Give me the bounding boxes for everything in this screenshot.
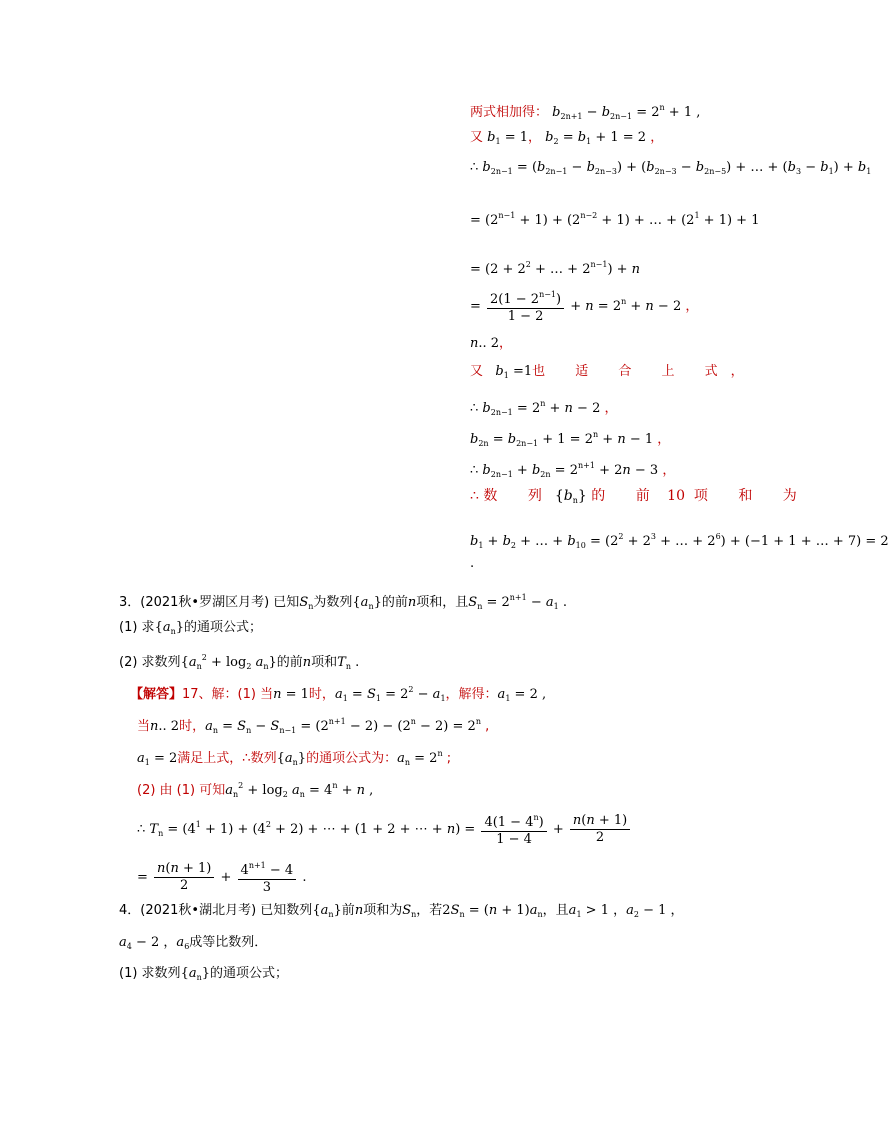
line-odd-term [470,396,618,421]
q3-header-text: 3．(2021秋•罗湖区月考) 已知 [119,595,300,610]
text: (2) 由 (1) 可知 [137,783,226,798]
math-expr: $b_1 + b_2$ + … + $b_{10} = (2^2 + 2^3$ + … + $2^6) + (-1 + 1$ + … + 7) = 2 [470,532,889,550]
q4-header-text: 4．(2021秋•湖北月考) 已知数列 [119,903,313,918]
math-expr: $b_{2n+1} - b_{2n-1} = 2^n + 1$ , [552,103,701,121]
label-text: 数 列 [483,488,555,504]
text: 满足上式，∴数列 [177,751,277,766]
fraction: $\frac{2(1 - 2^{n-1})}{1 - 2}$ [487,287,564,325]
line-sum-equation [470,100,700,125]
math-expr: $b_{2n} = b_{2n-1} + 1 = 2^n + n - 1$ ， [470,430,671,448]
number-text: 10 [667,488,685,504]
math-expr: = $(2^{n-1} + 1) + (2^{n-2} + 1)$ + … + $(2^1 + 1) + 1$ [470,211,760,228]
text: (2) 求数列 [119,655,181,670]
line-condition [470,336,512,352]
text: 当 [137,719,151,734]
answer-tag: 【解答】 [130,687,183,702]
therefore-symbol: ∴ [470,463,479,478]
text: 的前 [276,655,303,670]
line-first-ten [470,488,810,509]
text: 前 [341,903,355,918]
q3-part1: (1) 求$\{a_n\}$的通项公式； [119,620,263,636]
label-text: 又 [470,130,484,145]
line-geometric-result [470,287,698,325]
q4-part1: (1) 求数列$\{a_n\}$的通项公式； [119,966,289,982]
fraction: $\frac{4^{n+1} - 4}{3}$ [238,858,297,896]
period-text: . [470,556,475,571]
text: (1) 求数列 [119,966,181,981]
label-text: 又 [470,364,484,379]
text: ，解得： [445,687,498,702]
fraction: $\frac{4(1 - 4^n)}{1 - 4}$ [481,810,546,848]
math-expr: ∴ $b_{2n-1} = 2^n + n - 2$ ， [470,399,618,417]
math-expr: ∴ $T_n = (4^1 + 1) + (4^2 + 2)$ + ⋯ + (1 + 2 + ⋯ + n) = $\frac{4(1 - 4^n)}{1 - 4}$ + $\frac{n(n + 1)}{2}$ [137,822,632,837]
text: ，且 [542,903,569,918]
text: (1) 求 [119,620,155,635]
punct: ， [499,336,513,351]
text: 时， [179,719,206,734]
math-expr: $\{b_n\}$ [554,488,587,505]
math-expr: n.. 2 [470,336,500,351]
therefore-symbol: ∴ [470,488,479,504]
math-expr: = $\frac{n(n + 1)}{2}$ + $\frac{4^{n+1} - 4}{3}$ . [137,870,306,885]
text: 的通项公式； [210,966,289,981]
text: ，若 [416,903,443,918]
math-expr: $b_{2n-1} + b_{2n} = 2^{n+1} + 2n - 3$ ， [482,461,676,479]
line-b1-fits: 又 $b_1 =1$也 适 合 上 式， [470,364,744,380]
q3-answer-line4: (2) 由 (1) 可知$a_n^2 + \log_2 a_n = 4^n + n$ , [137,781,374,799]
text: 的通项公式； [184,620,263,635]
line-pair-sum [470,458,675,483]
math-expr: $b_1 = 1$， $b_2 = b_1 + 1 = 2$ ， [487,130,664,146]
text: 时， [308,687,335,702]
line-powers-sum [470,208,759,229]
q3-answer-line3: $a_1 = 2$满足上式，∴数列$\{a_n\}$的通项公式为：$a_n = 2^n$ ; [137,749,452,767]
math-expr: $b_1 =1$ [495,364,533,380]
label-text: 两式相加得： [470,105,549,120]
fraction: $\frac{n(n + 1)}{2}$ [570,813,630,846]
q4-header: 4．(2021秋•湖北月考) 已知数列$\{a_n\}$前n项和为$S_n$，若$2S_n = (n + 1)a_n$，且$a_1 > 1$ ，$a_2 - 1$ ， [119,903,684,919]
line-even-term [470,427,670,452]
line-telescoping [470,160,871,180]
text: 17、解：(1) 当 [182,687,274,702]
text: 项和为 [363,903,403,918]
text: 的通项公式为： [306,751,398,766]
label-text: 也 适 合 上 式 [532,364,731,379]
line-initial-values [470,130,663,150]
text: 项和 [311,655,338,670]
fraction: $\frac{n(n + 1)}{2}$ [154,861,214,894]
label-text: 的 前 [591,488,663,504]
text: 项和，且 [416,595,469,610]
line-grouped [470,257,640,278]
label-text: 项 和 为 [693,488,810,504]
text: 成等比数列． [189,935,268,950]
math-expr: = $\frac{2(1 - 2^{n-1})}{1 - 2}$ + $n = 2^n + n - 2$ ， [470,299,698,314]
q3-answer-line5 [137,810,632,848]
q3-answer-line2: 当n.. 2时，$a_n = S_n - S_{n-1} = (2^{n+1} - 2) - (2^n - 2) = 2^n$ , [137,717,490,735]
text: 为数列 [313,595,353,610]
q3-header: 3．(2021秋•罗湖区月考) 已知$S_n$为数列$\{a_n\}$的前n项和，且$S_n = 2^{n+1} - a_1$ . [119,593,568,611]
q3-part2: (2) 求数列$\{a_n^2 + \log_2 a_n\}$的前n项和$T_n$ . [119,653,360,671]
math-expr: ∴ $b_{2n-1} = (b_{2n-1} - b_{2n-3}) + (b_{2n-3} - b_{2n-5})$ + … + $(b_3 - b_1) + b_1$ [470,160,872,176]
q4-line2: $a_4 - 2$ ，$a_6$成等比数列． [119,935,268,951]
q3-answer-line1: 【解答】17、解：(1) 当n = 1时，$a_1 = S_1 = 2^2 - a_1$，解得：$a_1 = 2$ , [130,685,547,703]
text: 的前 [381,595,408,610]
line-period [470,556,474,572]
q3-answer-line6 [137,858,306,896]
math-expr: = ($2 + 2^2$ + … + $2^{n-1}) + n$ [470,260,641,277]
line-total-sum [470,529,889,554]
